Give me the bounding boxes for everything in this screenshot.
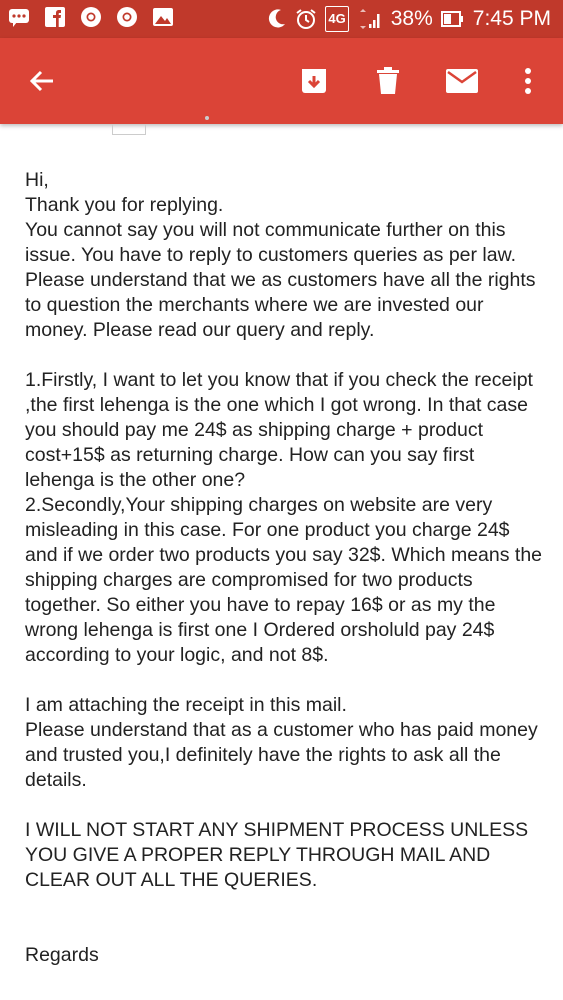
alarm-icon — [295, 8, 317, 30]
thanks-line: Thank you for replying. — [25, 194, 224, 216]
notification-icons — [8, 6, 174, 28]
back-arrow-icon — [29, 68, 55, 94]
battery-icon — [441, 8, 465, 30]
partial-text-mark — [205, 116, 209, 120]
moon-icon — [267, 8, 287, 30]
chrome-icon — [116, 6, 138, 28]
closing: Regards — [25, 944, 99, 966]
clock: 7:45 PM — [472, 7, 551, 30]
mark-unread-button[interactable] — [438, 38, 486, 124]
attachment-note: I am attaching the receipt in this mail. — [25, 694, 347, 716]
more-options-button[interactable] — [504, 38, 552, 124]
paragraph: You cannot say you will not communicate further on this issue. You have to reply to customers queries as per law. Please understand that we as customers have all the rights to question the merchants where we are invested our money. Please read our query and reply. — [25, 219, 536, 341]
signal-icon — [357, 8, 383, 30]
app-bar — [0, 38, 563, 124]
email-body — [25, 168, 545, 968]
battery-percent: 38% — [390, 7, 433, 30]
delete-button[interactable] — [364, 38, 412, 124]
delete-icon — [376, 67, 400, 95]
system-status — [267, 6, 551, 32]
mail-icon — [446, 69, 478, 93]
point-one: 1.Firstly, I want to let you know that if you check the receipt ,the first lehenga is the one which I got wrong. In that case you should pay me 24$ as shipping charge + product cost+15$ as returning charge. How can you say first lehenga is the other one? — [25, 369, 533, 491]
warning-paragraph: I WILL NOT START ANY SHIPMENT PROCESS UNLESS YOU GIVE A PROPER REPLY THROUGH MAIL AND CLEAR OUT ALL THE QUERIES. — [25, 819, 529, 891]
partial-attachment-icon — [112, 124, 146, 135]
archive-icon — [300, 67, 328, 95]
status-bar — [0, 0, 563, 38]
network-4g-icon: 4G — [325, 6, 348, 32]
archive-button[interactable] — [290, 38, 338, 124]
greeting: Hi, — [25, 169, 49, 191]
point-two: 2.Secondly,Your shipping charges on website are very misleading in this case. For one product you charge 24$ and if we order two products you say 32$. Which means the shipping charges are compromised for two products together. So either you have to repay 16$ or as my the wrong lehenga is first one I Ordered orsholuld pay 24$ according to your logic, and not 8$. — [25, 494, 543, 666]
chrome-icon — [80, 6, 102, 28]
chat-icon — [8, 6, 30, 28]
facebook-icon — [44, 6, 66, 28]
paragraph: Please understand that as a customer who has paid money and trusted you,I definitely have the rights to ask all the details. — [25, 719, 538, 791]
back-button[interactable] — [18, 38, 66, 124]
more-vert-icon — [524, 68, 532, 94]
image-icon — [152, 6, 174, 28]
